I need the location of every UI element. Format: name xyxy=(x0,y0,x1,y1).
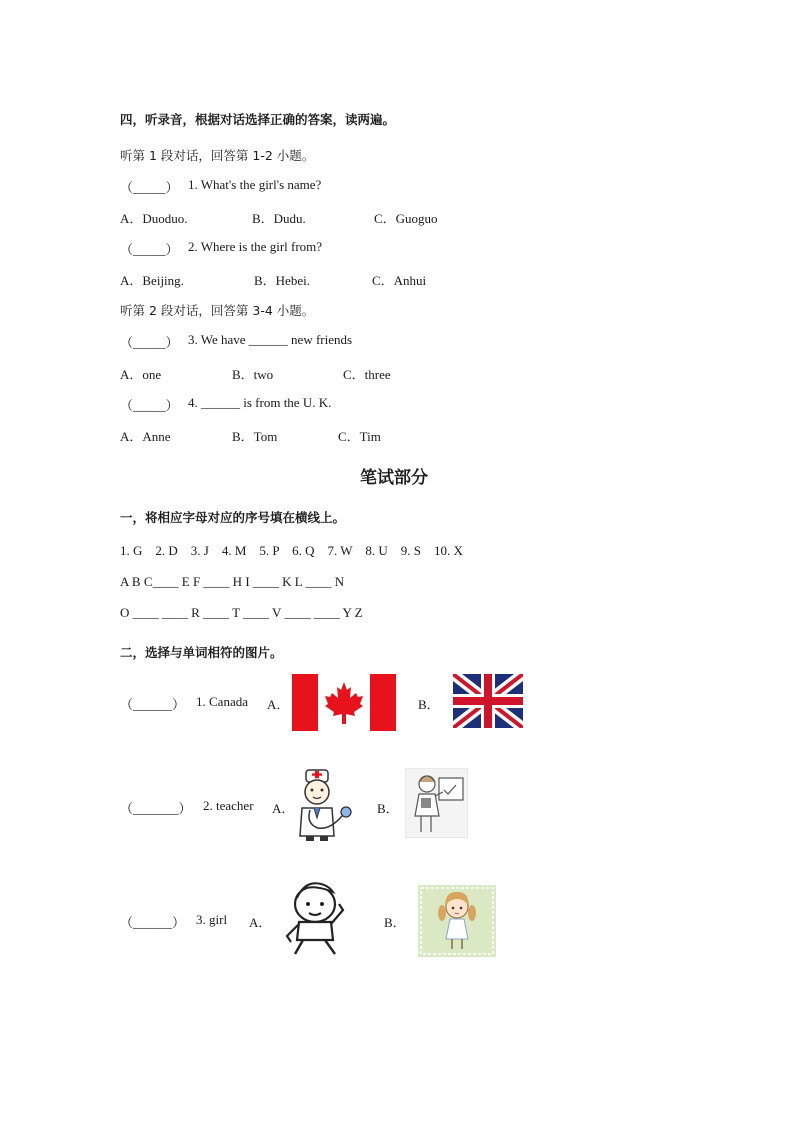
uk-flag-image[interactable] xyxy=(453,674,523,728)
item1-option-a: A． xyxy=(267,697,290,712)
q3-text: 3. We have ______ new friends xyxy=(188,332,353,347)
item3-word: 3. girl xyxy=(196,912,228,927)
q4-text: 4. ______ is from the U. K. xyxy=(188,395,332,410)
part2-heading: 二，选择与单词相符的图片。 xyxy=(120,645,283,660)
item2-option-a: A． xyxy=(272,801,295,816)
item2-option-b: B． xyxy=(377,801,399,816)
q3-blank[interactable]: （_____） xyxy=(120,335,179,350)
item1-blank[interactable]: （______） xyxy=(120,697,186,712)
canada-flag-image[interactable] xyxy=(292,674,396,731)
item2-word: 2. teacher xyxy=(203,798,254,813)
q3-option-a: A．one xyxy=(120,367,162,382)
girl-image[interactable] xyxy=(418,885,496,957)
q2-option-a: A．Beijing. xyxy=(120,273,184,288)
q4-blank[interactable]: （_____） xyxy=(120,398,179,413)
q4-option-b: B．Tom xyxy=(232,429,278,444)
doctor-image[interactable] xyxy=(292,768,358,842)
teacher-image[interactable] xyxy=(405,768,468,838)
item1-word: 1. Canada xyxy=(196,694,248,709)
letter-options: 1. G 2. D 3. J 4. M 5. P 6. Q 7. W 8. U 9. S 10. X xyxy=(120,543,463,558)
item3-option-a: A． xyxy=(249,915,272,930)
q2-option-b: B．Hebei. xyxy=(254,273,310,288)
q4-option-a: A．Anne xyxy=(120,429,171,444)
part1-heading: 一，将相应字母对应的序号填在横线上。 xyxy=(120,510,346,525)
q2-blank[interactable]: （_____） xyxy=(120,242,179,257)
item3-blank[interactable]: （______） xyxy=(120,915,186,930)
q3-option-b: B．two xyxy=(232,367,274,382)
item2-blank[interactable]: （_______） xyxy=(120,801,192,816)
dialog1-instruction: 听第 1 段对话，回答第 1-2 小题。 xyxy=(120,148,315,163)
q1-text: 1. What's the girl's name? xyxy=(188,177,322,192)
q1-option-b: B．Dudu. xyxy=(252,211,306,226)
listening-heading: 四，听录音，根据对话选择正确的答案，读两遍。 xyxy=(120,112,396,127)
alphabet-row-1[interactable]: A B C____ E F ____ H I ____ K L ____ N xyxy=(120,574,345,589)
q1-blank[interactable]: （_____） xyxy=(120,180,179,195)
boy-image[interactable] xyxy=(281,880,353,958)
q3-option-c: C．three xyxy=(343,367,391,382)
q2-option-c: C．Anhui xyxy=(372,273,427,288)
alphabet-row-2[interactable]: O ____ ____ R ____ T ____ V ____ ____ Y Z xyxy=(120,605,363,620)
dialog2-instruction: 听第 2 段对话，回答第 3-4 小题。 xyxy=(120,303,315,318)
q1-option-a: A．Duoduo. xyxy=(120,211,188,226)
written-section-title: 笔试部分 xyxy=(360,468,428,488)
q4-option-c: C．Tim xyxy=(338,429,381,444)
item1-option-b: B． xyxy=(418,697,440,712)
q1-option-c: C．Guoguo xyxy=(374,211,438,226)
item3-option-b: B． xyxy=(384,915,406,930)
q2-text: 2. Where is the girl from? xyxy=(188,239,323,254)
